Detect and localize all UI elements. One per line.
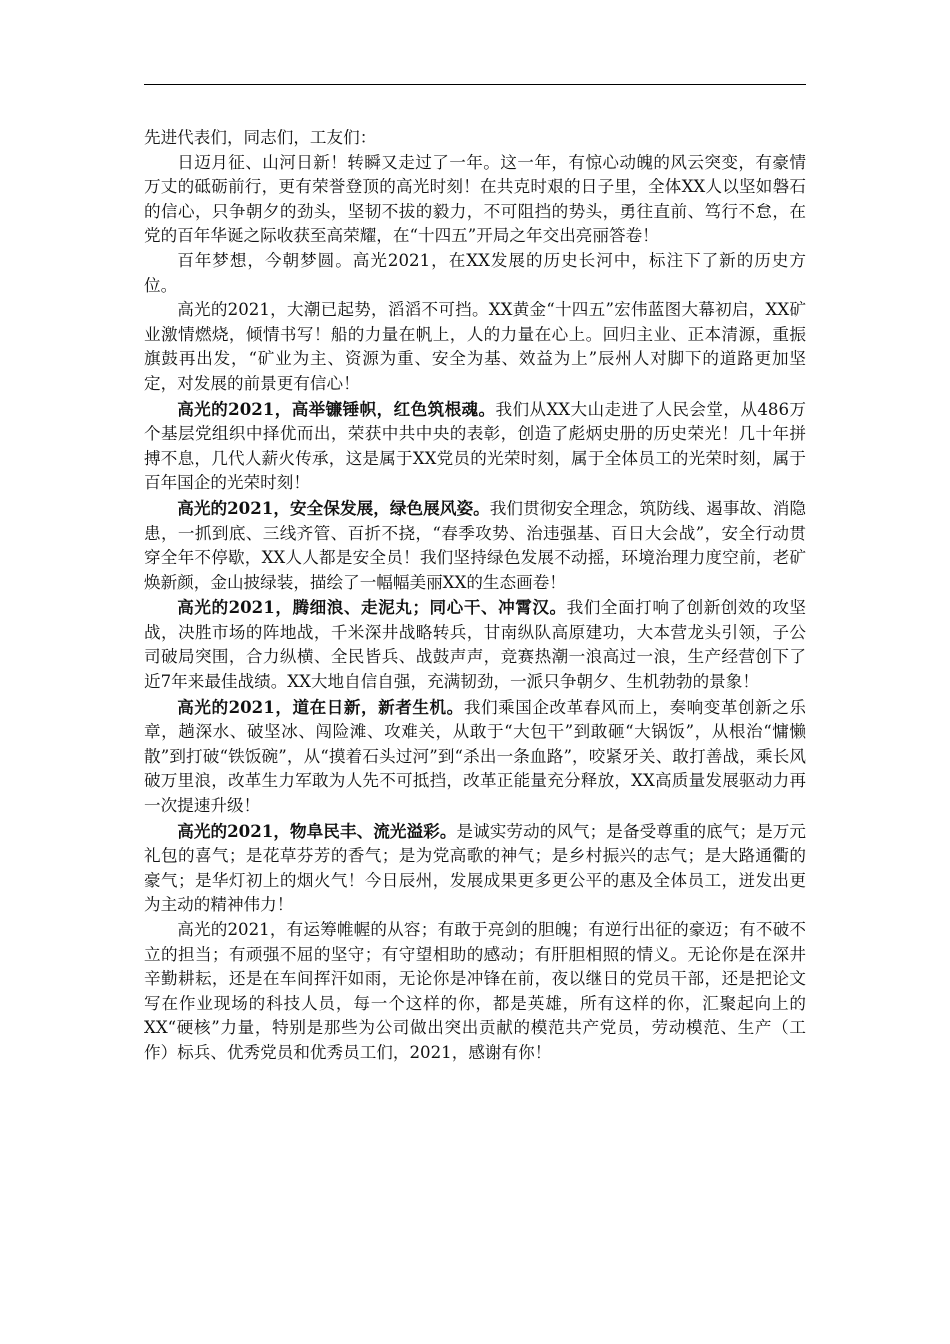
header-rule [144, 84, 806, 85]
paragraph-text: 日迈月征、山河日新！转瞬又走过了一年。这一年，有惊心动魄的风云突变，有豪情万丈的砥砺前行，更有荣誉登顶的高光时刻！在共克时艰的日子里，全体XX人以坚如磐石的信心，只争朝夕的劲头，坚韧不拔的毅力，不可阻挡的势头，勇往直前、笃行不怠，在党的百年华诞之际收获至高荣耀，在“十四五”开局之年交出亮丽答卷！ [144, 152, 806, 246]
paragraph-text: 我们全面打响了创新创效的攻坚战，决胜市场的阵地战，千米深井战略转兵，甘南纵队高原建功，大本营龙头引领，子公司破局突围，合力纵横、全民皆兵、战鼓声声，竞赛热潮一浪高过一浪，生产经营创下了近7年来最佳战绩。XX大地自信自强，充满韧劲，一派只争朝夕、生机勃勃的景象！ [144, 598, 807, 692]
paragraph-text: 是诚实劳动的风气；是备受尊重的底气；是万元礼包的喜气；是花草芬芳的香气；是为党高歌的神气；是乡村振兴的志气；是大路通衢的豪气；是华灯初上的烟火气！今日辰州，发展成果更多更公平的惠及全体员工，迸发出更为主动的精神伟力！ [144, 821, 807, 915]
paragraph [144, 249, 806, 298]
paragraph [144, 496, 806, 595]
paragraph-lead: 高光的2021，高举镰锤帜，红色筑根魂。 [177, 398, 496, 419]
paragraph-text: 我们贯彻安全理念，筑防线、遏事故、消隐患，一抓到底、三线齐管、百折不挠，“春季攻势、治违强基、百日大会战”，安全行动贯穿全年不停歇，XX人人都是安全员！我们坚持绿色发展不动摇，环境治理力度空前，老矿焕新颜，金山披绿装，描绘了一幅幅美丽XX的生态画卷！ [144, 498, 807, 592]
paragraph-lead: 高光的2021，道在日新，新者生机。 [177, 696, 464, 717]
paragraph [144, 918, 806, 1066]
paragraph-text: 我们从XX大山走进了人民会堂，从486万个基层党组织中择优而出，荣获中共中央的表彰，创造了彪炳史册的历史荣光！几十年拼搏不息，几代人薪火传承，这是属于XX党员的光荣时刻，属于全体员工的光荣时刻，属于百年国企的光荣时刻！ [144, 399, 806, 493]
paragraph [144, 151, 806, 249]
paragraph-lead: 高光的2021，腾细浪、走泥丸；同心干、冲霄汉。 [177, 597, 567, 618]
paragraph-lead: 高光的2021，安全保发展，绿色展风姿。 [177, 497, 490, 518]
paragraph [144, 695, 806, 819]
paragraph [144, 595, 806, 694]
paragraph [144, 819, 806, 918]
paragraph-text: 百年梦想，今朝梦圆。高光2021，在XX发展的历史长河中，标注下了新的历史方位。 [144, 250, 806, 295]
document-body [144, 126, 806, 1066]
paragraph [144, 298, 806, 396]
paragraph-lead: 高光的2021，物阜民丰、流光溢彩。 [177, 820, 457, 841]
paragraph-text: 高光的2021，有运筹帷幄的从容；有敢于亮剑的胆魄；有逆行出征的豪迈；有不破不立的担当；有顽强不屈的坚守；有守望相助的感动；有肝胆相照的情义。无论你是在深井辛勤耕耘，还是在车间挥汗如雨，无论你是冲锋在前，夜以继日的党员干部，还是把论文写在作业现场的科技人员，每一个这样的你，都是英雄，所有这样的你，汇聚起向上的XX“硬核”力量，特别是那些为公司做出突出贡献的模范共产党员，劳动模范、生产（工作）标兵、优秀党员和优秀员工们，2021，感谢有你！ [144, 920, 806, 1062]
paragraph-text: 我们乘国企改革春风而上，奏响变革创新之乐章，趟深水、破坚冰、闯险滩、攻难关，从敢于“大包干”到敢砸“大锅饭”，从根治“慵懒散”到打破“铁饭碗”，从“摸着石头过河”到“杀出一条血路”，咬紧牙关、敢打善战，乘长风破万里浪，改革生力军敢为人先不可抵挡，改革正能量充分释放，XX高质量发展驱动力再一次提速升级！ [144, 697, 807, 816]
paragraph-text: 高光的2021，大潮已起势，滔滔不可挡。XX黄金“十四五”宏伟蓝图大幕初启，XX矿业激情燃烧，倾情书写！船的力量在帆上，人的力量在心上。回归主业、正本清源，重振旗鼓再出发，“矿业为主、资源为重、安全为基、效益为上”辰州人对脚下的道路更加坚定，对发展的前景更有信心！ [144, 300, 806, 393]
paragraph [144, 397, 806, 496]
salutation: 先进代表们，同志们，工友们： [144, 128, 377, 147]
